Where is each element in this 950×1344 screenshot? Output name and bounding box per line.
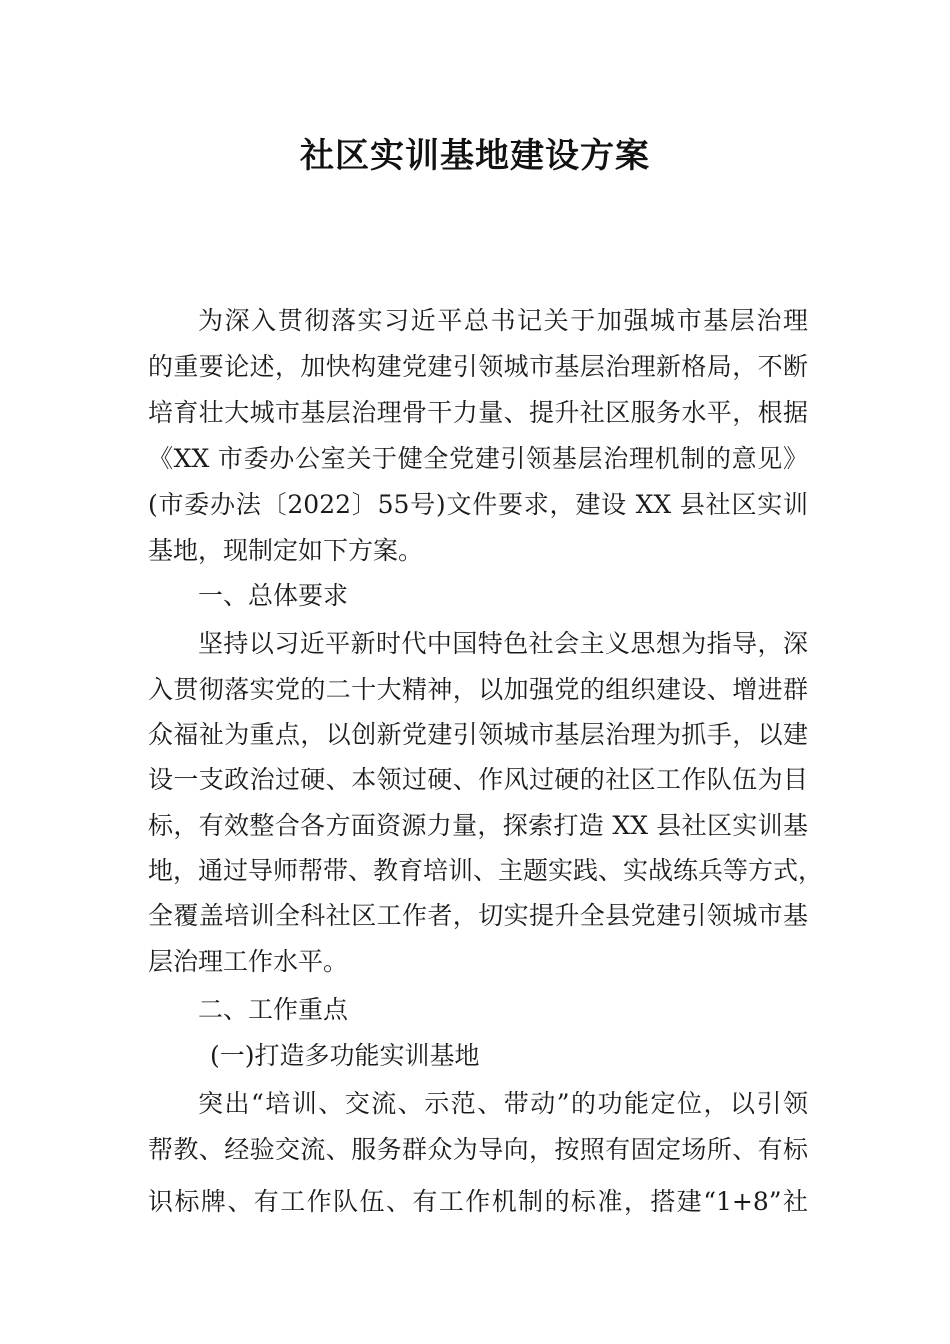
section-heading: 一、总体要求 — [198, 581, 349, 610]
paragraph-line: 坚持以习近平新时代中国特色社会主义思想为指导，深 — [198, 629, 808, 658]
paragraph-line: 标，有效整合各方面资源力量，探索打造 XX 县社区实训基 — [148, 811, 808, 840]
paragraph-line: 全覆盖培训全科社区工作者，切实提升全县党建引领城市基 — [148, 901, 808, 930]
section-heading: 二、工作重点 — [198, 995, 349, 1024]
paragraph-line: (市委办法〔2022〕55号)文件要求，建设 XX 县社区实训 — [148, 490, 808, 519]
paragraph-line: 众福祉为重点，以创新党建引领城市基层治理为抓手，以建 — [148, 720, 808, 749]
paragraph-line: 的重要论述，加快构建党建引领城市基层治理新格局，不断 — [148, 352, 808, 381]
paragraph-line: 识标牌、有工作队伍、有工作机制的标准，搭建“1+8”社 — [148, 1187, 808, 1216]
paragraph-line: 帮教、经验交流、服务群众为导向，按照有固定场所、有标 — [148, 1135, 808, 1164]
paragraph-line: 《XX 市委办公室关于健全党建引领基层治理机制的意见》 — [148, 444, 808, 473]
paragraph-line: 培育壮大城市基层治理骨干力量、提升社区服务水平，根据 — [148, 398, 808, 427]
subsection-heading: (一)打造多功能实训基地 — [210, 1041, 480, 1070]
paragraph-line: 入贯彻落实党的二十大精神，以加强党的组织建设、增进群 — [148, 675, 808, 704]
paragraph-line: 地，通过导师帮带、教育培训、主题实践、实战练兵等方式， — [148, 856, 824, 885]
document-title: 社区实训基地建设方案 — [300, 136, 650, 176]
paragraph-line: 突出“培训、交流、示范、带动”的功能定位，以引领 — [198, 1089, 808, 1118]
paragraph-line: 为深入贯彻落实习近平总书记关于加强城市基层治理 — [198, 306, 808, 335]
paragraph-line: 基地，现制定如下方案。 — [148, 536, 424, 565]
paragraph-line: 层治理工作水平。 — [148, 947, 349, 976]
paragraph-line: 设一支政治过硬、本领过硬、作风过硬的社区工作队伍为目 — [148, 765, 808, 794]
